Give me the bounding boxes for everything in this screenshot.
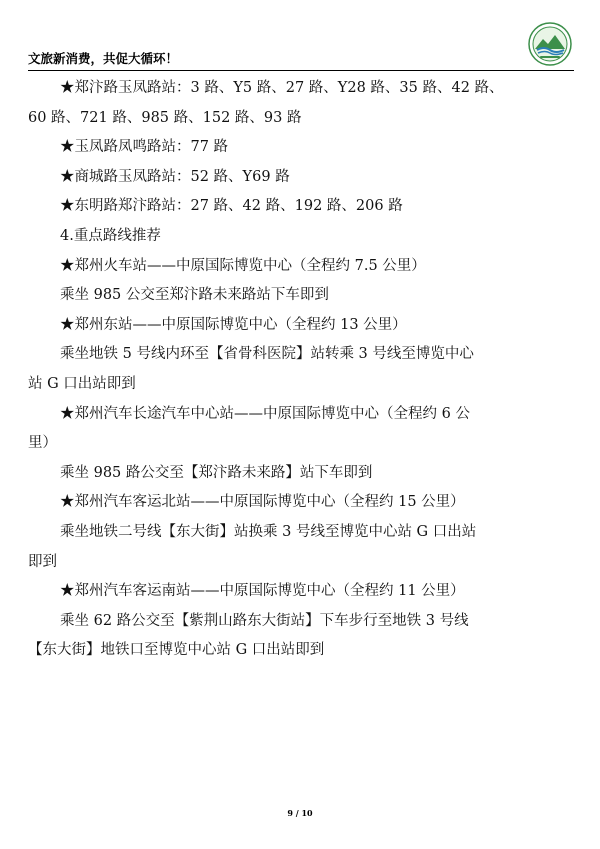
text-line: ★郑州汽车客运南站——中原国际博览中心（全程约 11 公里） (60, 583, 465, 600)
text-line: ★郑州东站——中原国际博览中心（全程约 13 公里） (60, 316, 407, 333)
text-line: 乘坐 62 路公交至【紫荆山路东大街站】下车步行至地铁 3 号线 (60, 612, 469, 629)
text-line: 【东大街】地铁口至博览中心站 G 口出站即到 (28, 642, 325, 659)
text-line: ★郑州汽车长途汽车中心站——中原国际博览中心（全程约 6 公 (60, 405, 470, 422)
text-line: 乘坐 985 路公交至【郑汴路未来路】站下车即到 (60, 464, 373, 481)
text-line: 乘坐 985 公交至郑汴路未来路站下车即到 (60, 287, 329, 304)
text-line: 里） (28, 435, 57, 452)
text-line: ★商城路玉凤路站：52 路、Y69 路 (60, 168, 290, 185)
green-mountain-seal-icon (528, 22, 572, 66)
section-heading: 4.重点路线推荐 (60, 227, 161, 244)
document-body (28, 74, 580, 666)
text-line: ★东明路郑汴路站：27 路、42 路、192 路、206 路 (60, 198, 403, 215)
text-line: ★郑州火车站——中原国际博览中心（全程约 7.5 公里） (60, 257, 426, 274)
text-line: 乘坐地铁二号线【东大街】站换乘 3 号线至博览中心站 G 口出站 (60, 523, 477, 540)
page-number: 9 / 10 (287, 808, 313, 818)
text-line: ★郑汴路玉凤路站：3 路、Y5 路、27 路、Y28 路、35 路、42 路、 (60, 80, 504, 96)
text-line: ★郑州汽车客运北站——中原国际博览中心（全程约 15 公里） (60, 494, 465, 511)
header-title: 文旅新消费，共促大循环！ (28, 51, 179, 66)
text-line: 60 路、721 路、985 路、152 路、93 路 (28, 109, 302, 126)
text-line: 即到 (28, 553, 57, 570)
text-line: 乘坐地铁 5 号线内环至【省骨科医院】站转乘 3 号线至博览中心 (60, 346, 474, 363)
text-line: 站 G 口出站即到 (28, 375, 136, 392)
page-header (28, 22, 574, 71)
text-line: ★玉凤路凤鸣路站：77 路 (60, 139, 229, 156)
